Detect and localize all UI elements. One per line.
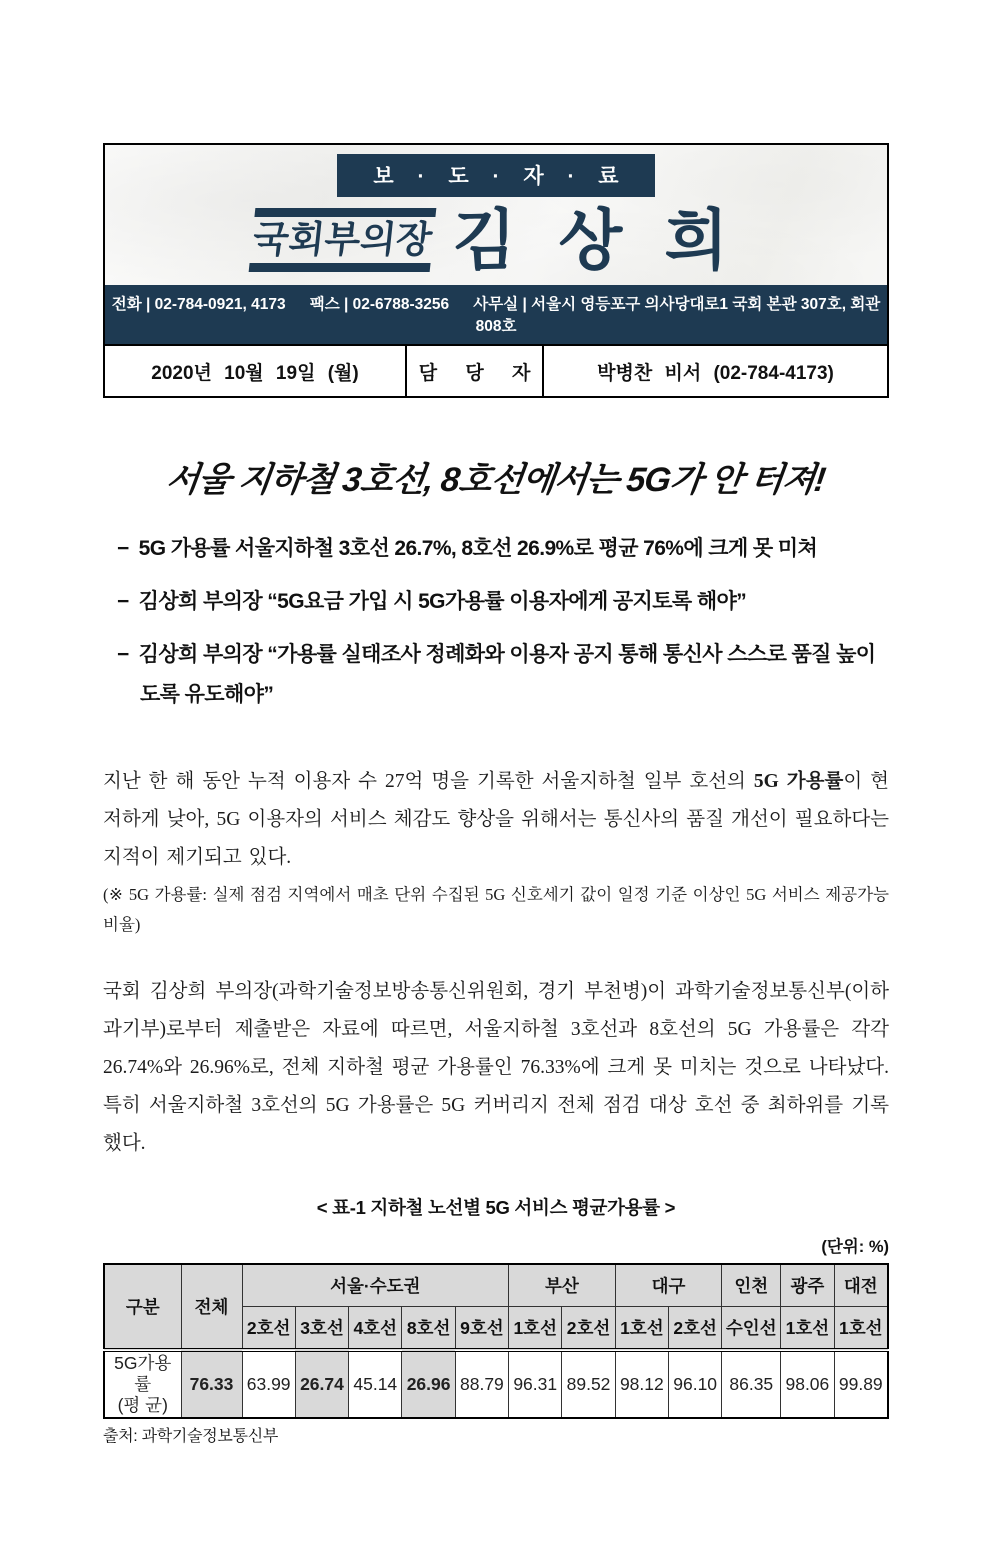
value-low-highlight: 26.96	[402, 1350, 455, 1418]
table-header-line: 1호선	[834, 1307, 888, 1351]
availability-table	[103, 1263, 889, 1419]
bullet-dash: −	[117, 643, 129, 666]
value-cell: 98.06	[781, 1350, 834, 1418]
table-header-region: 인천	[722, 1264, 781, 1307]
bullet-dash: −	[117, 590, 129, 613]
contact-person-value: 박병찬 비서 (02-784-4173)	[597, 362, 834, 384]
value-low-highlight: 26.74	[295, 1350, 348, 1418]
press-release-badge: 보 · 도 · 자 · 료	[337, 154, 655, 197]
header-contact-bar: 전화 | 02-784-0921, 4173 팩스 | 02-6788-3256 사무실 | 서울시 영등포구 의사당대로1 국회 본관 307호, 회관 808호	[105, 285, 887, 344]
paragraph-1	[103, 763, 889, 877]
paragraph-1-text: 이 현저하게 낮아, 5G 이용자의 서비스 체감도 향상을 위해서는 통신사의 품질 개선이 필요하다는 지적이 제기되고 있다.	[103, 771, 889, 868]
value-cell: 96.10	[669, 1350, 722, 1418]
bullet-item	[103, 529, 889, 569]
row-label-line2: (평 균)	[117, 1395, 168, 1415]
paragraph-2: 국회 김상희 부의장(과학기술정보방송통신위원회, 경기 부천병)이 과학기술정보통신부(이하 과기부)로부터 제출받은 자료에 따르면, 서울지하철 3호선과 8호선의 5G 가용률은 각각 26.74%와 26.96%로, 전체 지하철 평균 가용률인 76.33%에 크게 못 미치는 것으로 나타났다. 특히 서울지하철 3호선의 5G 가용률은 5G 커버리지 전체 점검 대상 호선 중 최하위를 기록했다.	[103, 981, 889, 1154]
table-header-line: 수인선	[722, 1307, 781, 1351]
bullet-text: 5G 가용률 서울지하철 3호선 26.7%, 8호선 26.9%로 평균 76%에 크게 못 미쳐	[138, 537, 818, 560]
bullet-text: 김상희 부의장 “가용률 실태조사 정례화와 이용자 공지 통해 통신사 스스로 품질 높이도록 유도해야”	[138, 643, 876, 706]
paragraph-1-text: 지난 한 해 동안 누적 이용자 수 27억 명을 기록한 서울지하철 일부 호선의	[103, 771, 754, 792]
table-header-region: 광주	[781, 1264, 834, 1307]
contact-person-label: 담 당 자	[407, 346, 544, 396]
headline: 서울 지하철 3호선, 8호선에서는 5G가 안 터져!	[164, 461, 827, 499]
table-header-region: 서울·수도권	[242, 1264, 509, 1307]
table-header-line: 2호선	[562, 1307, 615, 1351]
org-title: 국회부의장	[250, 219, 434, 260]
table-head	[104, 1264, 888, 1350]
table-data-row	[104, 1350, 888, 1418]
value-cell: 99.89	[834, 1350, 888, 1418]
table-header-line: 2호선	[242, 1307, 295, 1351]
table-header-gubun: 구분	[104, 1264, 181, 1350]
table-caption: < 표-1 지하철 노선별 5G 서비스 평균가용률 >	[316, 1197, 676, 1218]
table-header-total: 전체	[181, 1264, 242, 1350]
header-logo	[105, 197, 887, 285]
info-row	[103, 346, 889, 398]
header-banner	[103, 143, 889, 346]
bullet-dash: −	[117, 537, 129, 560]
footnote: (※ 5G 가용률: 실제 점검 지역에서 매초 단위 수집된 5G 신호세기 값이 일정 기준 이상인 5G 서비스 제공가능 비율)	[103, 885, 889, 934]
table-header-region: 부산	[509, 1264, 616, 1307]
paragraph-1-bold: 5G 가용률	[753, 771, 844, 792]
row-label	[104, 1350, 181, 1418]
value-cell: 89.52	[562, 1350, 615, 1418]
table-header-region: 대전	[834, 1264, 888, 1307]
org-top-bar	[254, 208, 436, 217]
value-cell: 45.14	[349, 1350, 402, 1418]
release-date: 2020년 10월 19일 (월)	[105, 346, 407, 396]
table-unit-label: (단위: %)	[821, 1238, 889, 1256]
table-header-region: 대구	[615, 1264, 722, 1307]
bullet-text: 김상희 부의장 “5G요금 가입 시 5G가용률 이용자에게 공지토록 해야”	[138, 590, 747, 613]
table-header-line: 8호선	[402, 1307, 455, 1351]
table-header-line: 4호선	[349, 1307, 402, 1351]
table-header-line: 3호선	[295, 1307, 348, 1351]
table-header-line: 1호선	[509, 1307, 562, 1351]
row-label-line1: 5G가용률	[114, 1353, 172, 1394]
table-header-line: 2호선	[669, 1307, 722, 1351]
summary-bullets	[103, 529, 889, 715]
press-release-page	[0, 143, 992, 1546]
value-cell: 88.79	[455, 1350, 508, 1418]
value-cell: 63.99	[242, 1350, 295, 1418]
value-cell: 96.31	[509, 1350, 562, 1418]
header-org-block	[248, 208, 435, 272]
table-header-line: 1호선	[781, 1307, 834, 1351]
table-header-line: 1호선	[615, 1307, 668, 1351]
org-bottom-bar	[248, 263, 430, 272]
bullet-item	[103, 635, 889, 715]
value-cell: 86.35	[722, 1350, 781, 1418]
person-name: 김 상 희	[452, 203, 741, 277]
table-header-line: 9호선	[455, 1307, 508, 1351]
value-total: 76.33	[181, 1350, 242, 1418]
value-cell: 98.12	[615, 1350, 668, 1418]
source-note: 출처: 과학기술정보통신부	[103, 1428, 279, 1445]
bullet-item	[103, 582, 889, 622]
